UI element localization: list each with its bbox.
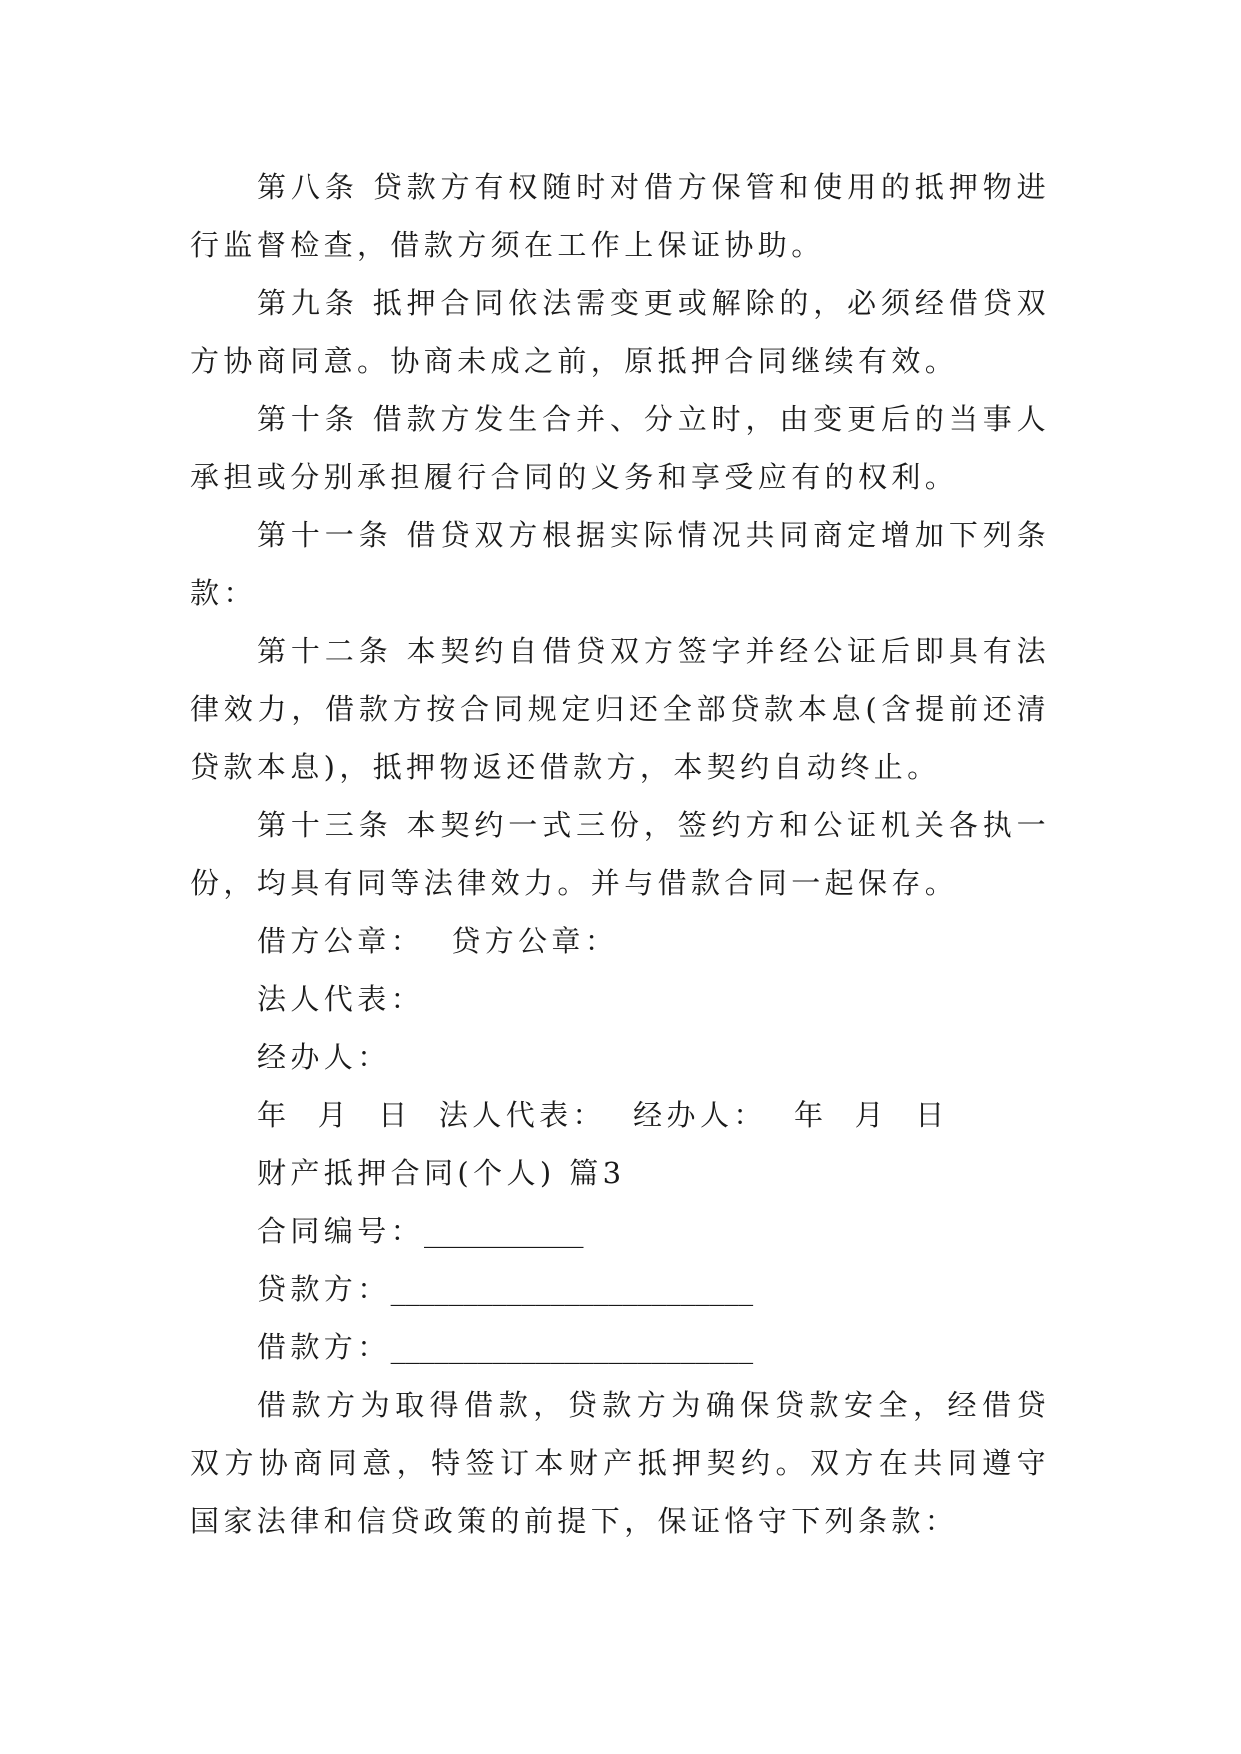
legal-rep-line: 法人代表：	[257, 982, 425, 1016]
seal-line: 借方公章： 贷方公章：	[257, 924, 619, 958]
article-9: 第九条 抵押合同依法需变更或解除的，必须经借贷双方协商同意。协商未成之前，原抵押合同继续有效。	[190, 286, 1050, 378]
closing-paragraph: 借款方为取得借款，贷款方为确保贷款安全，经借贷双方协商同意，特签订本财产抵押契约。双方在共同遵守国家法律和信贷政策的前提下，保证恪守下列条款：	[190, 1388, 1050, 1538]
article-12: 第十二条 本契约自借贷双方签字并经公证后即具有法律效力，借款方按合同规定归还全部贷款本息(含提前还清贷款本息)，抵押物返还借款方，本契约自动终止。	[190, 634, 1050, 784]
lender-field	[190, 1260, 1050, 1318]
section-title: 财产抵押合同(个人) 篇3	[257, 1156, 626, 1190]
lender-blank: _________________________	[390, 1272, 754, 1306]
contract-number-label: 合同编号：	[257, 1214, 425, 1248]
lender-label: 贷款方：	[257, 1272, 391, 1306]
contract-number-field	[190, 1202, 1050, 1260]
document-body	[190, 158, 1050, 1550]
borrower-blank: _________________________	[390, 1330, 754, 1364]
contract-number-blank: ___________	[424, 1214, 584, 1248]
article-11: 第十一条 借贷双方根据实际情况共同商定增加下列条款：	[190, 518, 1050, 610]
date-line: 年 月 日 法人代表： 经办人： 年 月 日	[257, 1098, 949, 1132]
borrower-label: 借款方：	[257, 1330, 391, 1364]
handler-line: 经办人：	[257, 1040, 391, 1074]
article-8: 第八条 贷款方有权随时对借方保管和使用的抵押物进行监督检查，借款方须在工作上保证协助。	[190, 170, 1050, 262]
article-10: 第十条 借款方发生合并、分立时，由变更后的当事人承担或分别承担履行合同的义务和享受应有的权利。	[190, 402, 1050, 494]
borrower-field	[190, 1318, 1050, 1376]
article-13: 第十三条 本契约一式三份，签约方和公证机关各执一份，均具有同等法律效力。并与借款合同一起保存。	[190, 808, 1050, 900]
